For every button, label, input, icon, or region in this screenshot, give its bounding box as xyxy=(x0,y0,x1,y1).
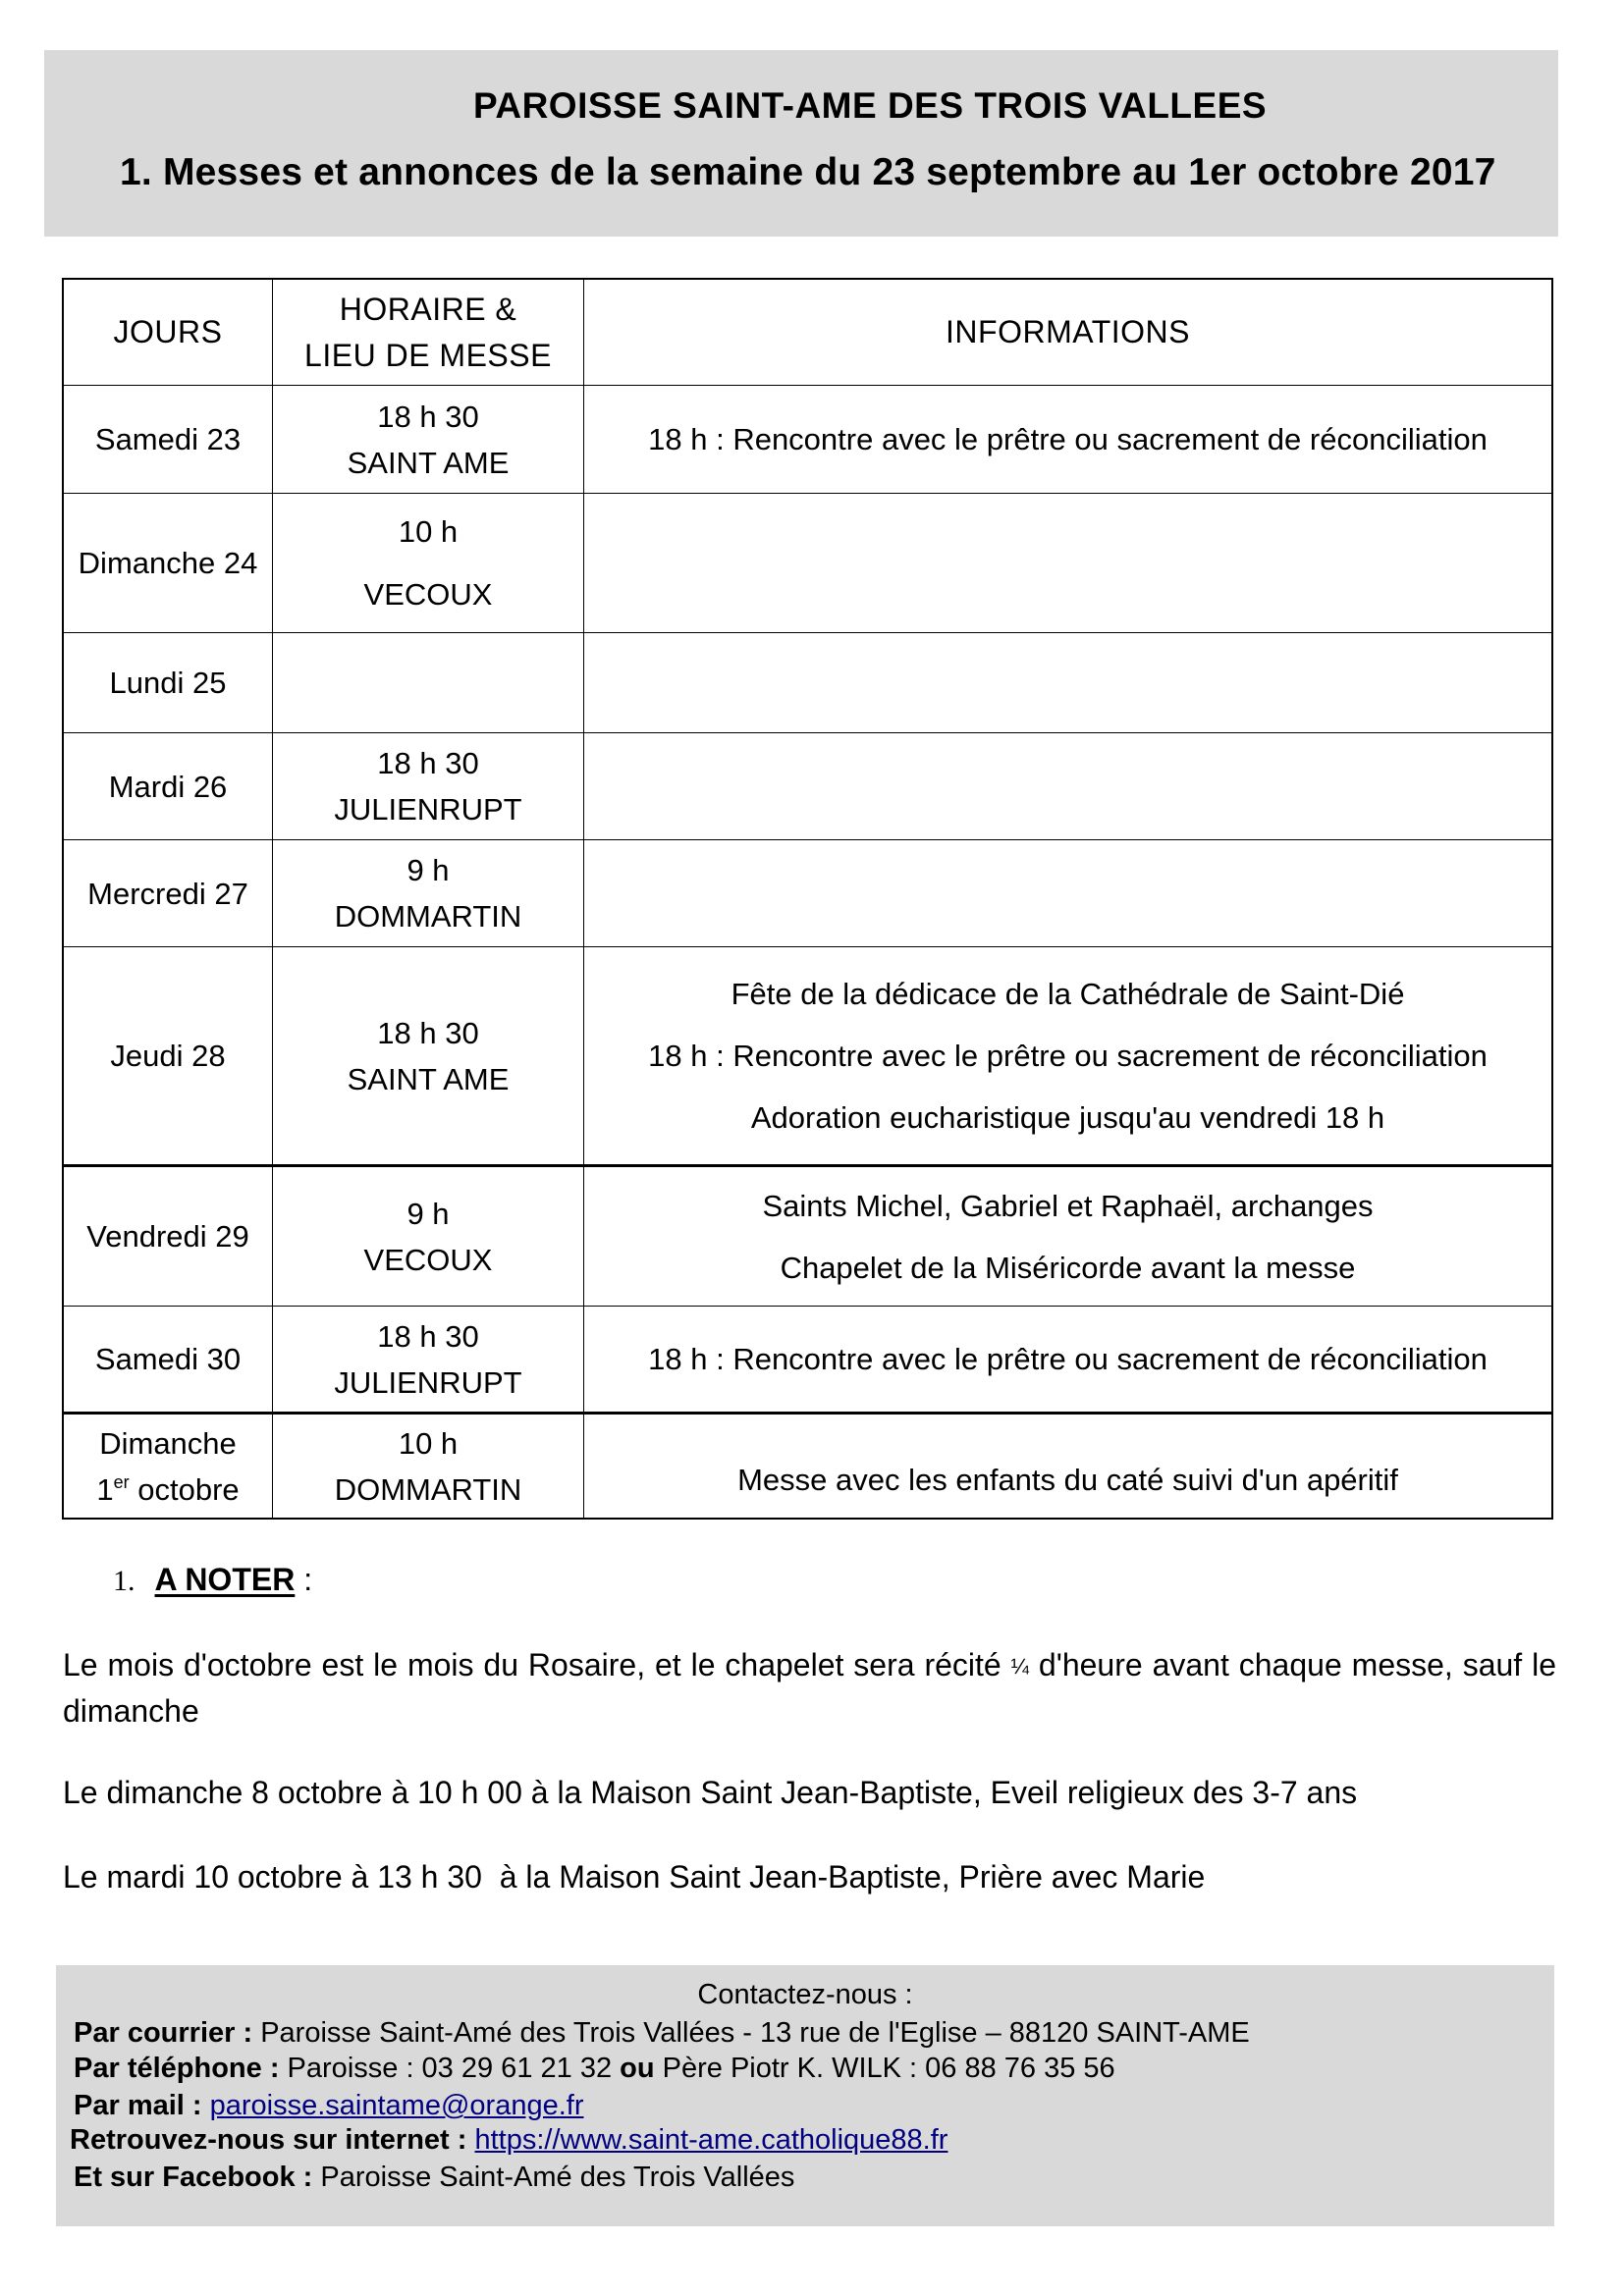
email-link[interactable]: paroisse.saintame@orange.fr xyxy=(209,2090,584,2121)
info-line: Adoration eucharistique jusqu'au vendredi 18 h xyxy=(750,1100,1385,1135)
table-row-time-place xyxy=(273,947,583,1164)
table-row-info xyxy=(584,840,1551,946)
table-row-time-place xyxy=(273,494,583,632)
table-row-day xyxy=(64,1415,272,1518)
table-row-time-place xyxy=(273,1415,583,1518)
notes-heading-colon: : xyxy=(295,1562,313,1597)
table-row-info xyxy=(584,1428,1551,1531)
mass-time: 18 h 30 xyxy=(377,746,479,780)
day-label: Mercredi 27 xyxy=(87,876,248,911)
table-row-day xyxy=(64,947,272,1164)
info-line: 18 h : Rencontre avec le prêtre ou sacrement de réconciliation xyxy=(648,1039,1488,1073)
day-label: Samedi 30 xyxy=(94,1342,242,1376)
table-row-info xyxy=(584,494,1551,632)
contact-web-line xyxy=(70,2123,947,2157)
day-label: Mardi 26 xyxy=(108,769,228,804)
postal-address: Paroisse Saint-Amé des Trois Vallées - 13 rue de l'Eglise – 88120 SAINT-AME xyxy=(252,2017,1250,2049)
mass-place: DOMMARTIN xyxy=(334,899,522,934)
parish-phone: Paroisse : 03 29 61 21 32 xyxy=(279,2053,621,2084)
contact-mail-line xyxy=(74,2016,1250,2050)
column-header-time-place xyxy=(273,280,583,385)
mass-time: 10 h xyxy=(398,513,459,549)
info-line: 18 h : Rencontre avec le prêtre ou sacrement de réconciliation xyxy=(648,422,1488,456)
day-label: Jeudi 28 xyxy=(110,1039,226,1073)
list-number: 1. xyxy=(113,1565,135,1597)
contact-heading: Contactez-nous : xyxy=(697,1979,913,2010)
table-row-time-place xyxy=(273,633,583,732)
contact-facebook-line xyxy=(74,2161,794,2194)
info-line: Messe avec les enfants du caté suivi d'un apéritif xyxy=(737,1463,1398,1497)
announcement-rosary: Le mois d'octobre est le mois du Rosaire, et le chapelet sera récité ¼ d'heure avant chaque messe, sauf le dimanche xyxy=(63,1647,1557,1729)
table-row-time-place xyxy=(273,386,583,493)
table-row-day xyxy=(64,1307,272,1412)
mass-place: DOMMARTIN xyxy=(334,1471,522,1507)
mass-time: 18 h 30 xyxy=(377,1015,479,1050)
contact-label: Retrouvez-nous sur internet : xyxy=(70,2124,467,2156)
mass-place: JULIENRUPT xyxy=(334,1364,522,1400)
table-row-info xyxy=(584,733,1551,839)
table-row-day xyxy=(64,633,272,732)
table-row-time-place xyxy=(273,1307,583,1412)
table-row-day xyxy=(64,1167,272,1306)
priest-phone: Père Piotr K. WILK : 06 88 76 35 56 xyxy=(654,2053,1115,2084)
day-label: Dimanche xyxy=(99,1425,237,1461)
day-label: Samedi 23 xyxy=(94,422,242,456)
facebook-page-name: Paroisse Saint-Amé des Trois Vallées xyxy=(312,2162,795,2193)
table-row-day xyxy=(64,840,272,946)
notes-heading-label: A NOTER xyxy=(154,1562,296,1597)
mass-place: SAINT AME xyxy=(347,1061,510,1096)
mass-place: VECOUX xyxy=(363,576,493,612)
column-header-information xyxy=(584,280,1551,385)
column-header-label: LIEU DE MESSE xyxy=(304,337,552,373)
contact-label: Par courrier : xyxy=(74,2017,253,2049)
parish-title: PAROISSE SAINT-AME DES TROIS VALLEES xyxy=(472,85,1268,126)
contact-label: Par téléphone : xyxy=(74,2053,280,2084)
contact-label: Par mail : xyxy=(74,2090,202,2121)
table-row-info xyxy=(584,947,1551,1164)
table-row-info xyxy=(584,1167,1551,1306)
announcement-priere-marie: Le mardi 10 octobre à 13 h 30 à la Maison Saint Jean-Baptiste, Prière avec Marie xyxy=(63,1859,1206,1895)
mass-place: JULIENRUPT xyxy=(334,792,522,827)
table-row-info xyxy=(584,1307,1551,1412)
table-row-day xyxy=(64,494,272,632)
contact-phone-line xyxy=(74,2052,1115,2085)
table-row-time-place xyxy=(273,840,583,946)
column-header-label: HORAIRE & xyxy=(339,291,517,327)
column-header-label: INFORMATIONS xyxy=(946,314,1190,349)
info-line: Fête de la dédicace de la Cathédrale de Saint-Dié xyxy=(731,977,1405,1011)
table-row-info xyxy=(584,386,1551,493)
mass-time: 18 h 30 xyxy=(377,399,479,434)
contact-label: Et sur Facebook : xyxy=(74,2162,313,2193)
day-date-label: 1er octobre xyxy=(96,1471,240,1507)
table-row-time-place xyxy=(273,1167,583,1306)
table-row-day xyxy=(64,386,272,493)
info-line: 18 h : Rencontre avec le prêtre ou sacrement de réconciliation xyxy=(648,1342,1488,1376)
contact-email-line xyxy=(74,2089,583,2122)
table-row-info xyxy=(584,633,1551,732)
table-row-day xyxy=(64,733,272,839)
info-line: Chapelet de la Miséricorde avant la messe xyxy=(780,1250,1356,1285)
table-row-time-place xyxy=(273,733,583,839)
day-label: Dimanche 24 xyxy=(78,546,258,580)
mass-place: SAINT AME xyxy=(347,445,510,480)
or-word: ou xyxy=(620,2053,655,2084)
mass-time: 18 h 30 xyxy=(377,1318,479,1354)
mass-time: 9 h xyxy=(406,1196,450,1231)
day-label: Vendredi 29 xyxy=(86,1219,249,1254)
mass-place: VECOUX xyxy=(363,1242,493,1277)
mass-time: 10 h xyxy=(398,1425,459,1461)
contact-box xyxy=(56,1965,1554,2226)
notes-heading xyxy=(113,1562,312,1598)
week-title: 1. Messes et annonces de la semaine du 23 septembre au 1er octobre 2017 xyxy=(120,151,1496,193)
quarter-fraction: ¼ xyxy=(1010,1654,1029,1679)
column-header-label: JOURS xyxy=(113,314,223,349)
column-header-days xyxy=(64,280,272,385)
website-link[interactable]: https://www.saint-ame.catholique88.fr xyxy=(474,2124,948,2156)
mass-time: 9 h xyxy=(406,853,450,887)
info-line: Saints Michel, Gabriel et Raphaël, archanges xyxy=(762,1188,1374,1223)
header-banner xyxy=(44,50,1558,237)
day-label: Lundi 25 xyxy=(109,666,227,700)
mass-schedule-table xyxy=(62,278,1553,1520)
announcement-eveil-religieux: Le dimanche 8 octobre à 10 h 00 à la Maison Saint Jean-Baptiste, Eveil religieux des 3-7 ans xyxy=(63,1775,1358,1810)
